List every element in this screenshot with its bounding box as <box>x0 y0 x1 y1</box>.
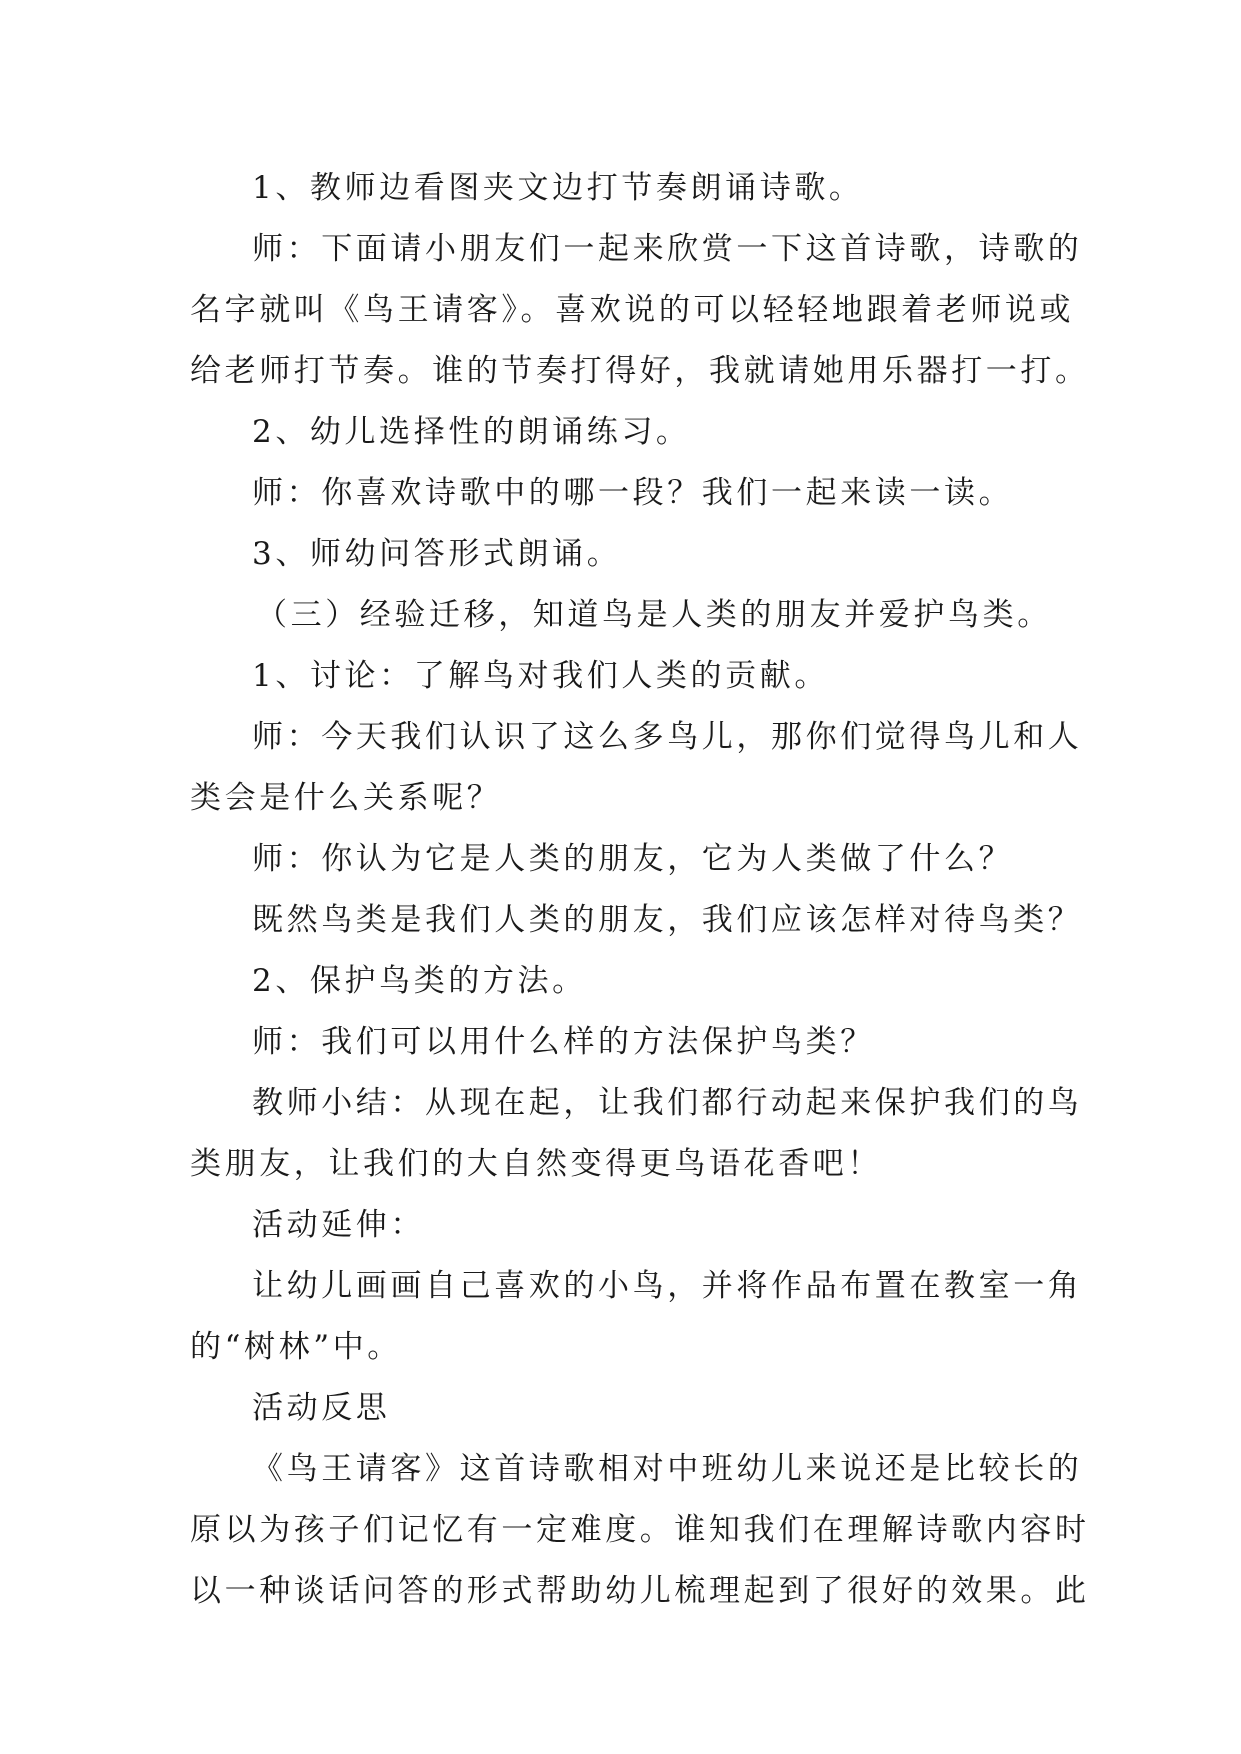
step-1-heading: 1、教师边看图夹文边打节奏朗诵诗歌。 <box>252 170 864 206</box>
paragraph-line: 名字就叫《鸟王请客》。喜欢说的可以轻轻地跟着老师说或 <box>190 292 1075 328</box>
paragraph-line: 的“树林”中。 <box>190 1329 402 1365</box>
activity-reflection-heading: 活动反思 <box>252 1390 391 1426</box>
document-body <box>190 158 1090 1622</box>
paragraph-line: 师：下面请小朋友们一起来欣赏一下这首诗歌，诗歌的 <box>252 231 1083 267</box>
paragraph-line: 类朋友，让我们的大自然变得更鸟语花香吧！ <box>190 1146 882 1182</box>
paragraph-line: 让幼儿画画自己喜欢的小鸟，并将作品布置在教室一角 <box>252 1268 1083 1304</box>
paragraph-line: 既然鸟类是我们人类的朋友，我们应该怎样对待鸟类？ <box>252 902 1083 938</box>
step-1-heading: 1、讨论：了解鸟对我们人类的贡献。 <box>252 658 829 694</box>
paragraph-line: 《鸟王请客》这首诗歌相对中班幼儿来说还是比较长的 <box>252 1451 1083 1487</box>
paragraph-line: 师：你喜欢诗歌中的哪一段？我们一起来读一读。 <box>252 475 1014 511</box>
paragraph-line: 师：你认为它是人类的朋友，它为人类做了什么？ <box>252 841 1014 877</box>
paragraph-line: 教师小结：从现在起，让我们都行动起来保护我们的鸟 <box>252 1085 1083 1121</box>
paragraph-line: 以一种谈话问答的形式帮助幼儿梳理起到了很好的效果。此 <box>190 1573 1090 1609</box>
paragraph-line: 师：我们可以用什么样的方法保护鸟类？ <box>252 1024 875 1060</box>
paragraph-line: 师：今天我们认识了这么多鸟儿，那你们觉得鸟儿和人 <box>252 719 1083 755</box>
paragraph-line: 给老师打节奏。谁的节奏打得好，我就请她用乐器打一打。 <box>190 353 1090 389</box>
step-3-heading: 3、师幼问答形式朗诵。 <box>252 536 622 572</box>
section-3-heading: （三）经验迁移，知道鸟是人类的朋友并爱护鸟类。 <box>256 597 1052 633</box>
step-2-heading: 2、幼儿选择性的朗诵练习。 <box>252 414 691 450</box>
step-2-heading: 2、保护鸟类的方法。 <box>252 963 587 999</box>
paragraph-line: 类会是什么关系呢？ <box>190 780 502 816</box>
paragraph-line: 原以为孩子们记忆有一定难度。谁知我们在理解诗歌内容时 <box>190 1512 1090 1548</box>
activity-extension-heading: 活动延伸： <box>252 1207 425 1243</box>
